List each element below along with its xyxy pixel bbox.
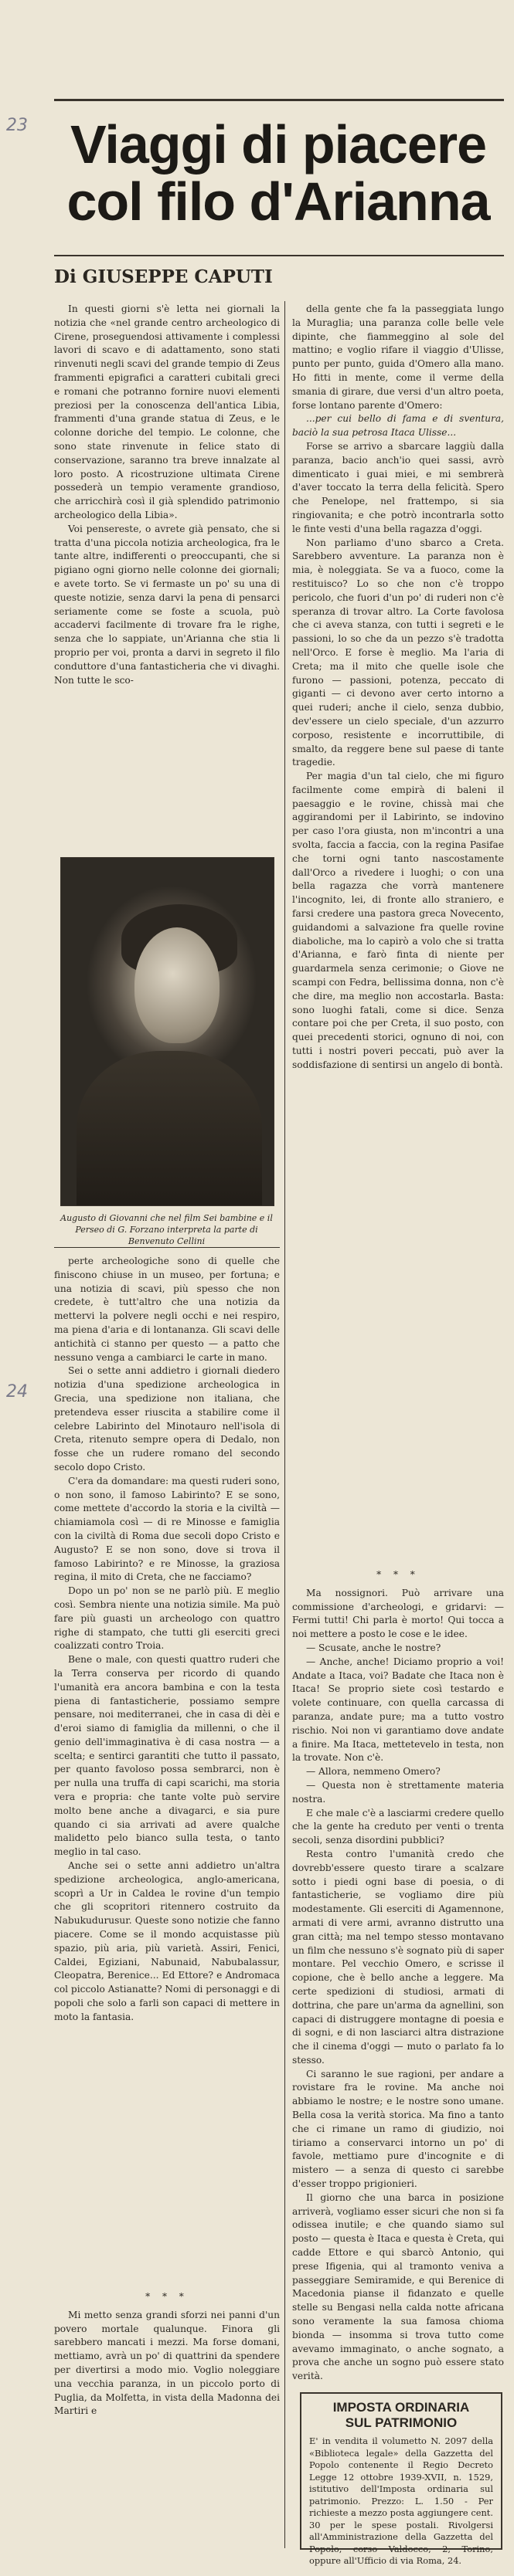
column-1-bottom — [54, 1255, 280, 2282]
column-2-top — [292, 303, 504, 1557]
notice-text: E' in vendita il volumetto N. 2097 della «Biblioteca legale» della Gazzetta del Popolo contenente il Regio Decreto Legge 12 ottobre 1939-XVII, n. 1529, istitutivo dell'Imposta ordinaria sul patrimonio. Prezzo: L. 1.50 - Per richieste a mezzo posta aggiungere cent. 30 per le spese postali. Rivolgersi all'Amministrazione della Gazzetta del Popolo, corso Valdocco, 2, Torino, oppure all'Ufficio di via Roma, 24. — [309, 2435, 493, 2566]
column-1-top — [54, 303, 280, 851]
column-1-final — [54, 2286, 280, 2548]
paragraph: Per magia d'un tal cielo, che mi figuro facilmente come empirà di baleni il paesaggio e le rovine, chissà mai che aggirandomi per il Labirinto, se indovino per caso l'ora giusta, non m'incontri a una svolta, faccia a faccia, con la regina Pasifae che torni ogni tanto nascostamente dall'Orco a rivedere i luoghi; o con una bella ragazza che vorrà mantenere l'incognito, lei, di fronte allo straniero, e farsi credere una pastora greca Novecento, guidandomi a salvazione fra quelle rovine diaboliche, ma lo capirò a volo che si tratta d'Arianna, e farò finta di niente per guardarmela senza cerimonie; o Giove ne scampi con Fedra, bellissima donna, non c'è che dire, ma meglio non accostarla. Basta: sono luoghi fatali, come si dice. Senza contare poi che per Creta, il suo posto, con quei precedenti storici, ognuno di noi, con tutti i nostri poveri peccati, può aver la soddisfazione di sentirsi un angelo di bontà. — [292, 771, 504, 1070]
paragraph: Ma nossignori. Può arrivare una commissione d'archeologi, e gridarvi: — Fermi tutti! Chi parla è morto! Qui tocca a noi mettere a posto le cose e le idee. — [292, 1587, 504, 1640]
paragraph: Forse se arrivo a sbarcare laggiù dalla paranza, bacio anch'io quei sassi, avrò dimenticato i guai miei, e mi sembrerà d'aver toccato la terra della felicità. Spero che Penelope, nel frattempo, si sia ringiovanita; e che potrò incontrarla sotto le finte vesti d'una bella ragazza d'oggi. — [292, 440, 504, 534]
article-title — [54, 116, 502, 230]
paragraph: Dopo un po' non se ne parlò più. E meglio così. Sembra niente una notizia simile. Ma può fare più guasti un archeologo con quattro righe di stampato, che tutti gli eserciti greci coalizzati contro Troia. — [54, 1585, 280, 1652]
caption-rule — [54, 1247, 280, 1248]
paragraph: In questi giorni s'è letta nei giornali la notizia che «nel grande centro archeologico di Cirene, proseguendosi attivamente i complessi lavori di scavo e di adattamento, sono stati rinvenuti negli scavi del grande tempio di Zeus frammenti epigrafici a caratteri cubitali greci e romani che potranno fornire nuovi elementi preziosi per la conoscenza dell'antica Libia, frammenti d'una grande statua di Zeus, e le colonne doriche del tempio. Le colonne, che sono state rinvenute in felice stato di conservazione, saranno tra breve innalzate al loro posto. A ricostruzione ultimata Cirene possederà un tempio veramente grandioso, che arricchirà così il già splendido patrimonio archeologico della Libia». — [54, 303, 280, 520]
paragraph: Mi metto senza grandi sforzi nei panni d'un povero mortale qualunque. Finora gli sarebbero mancati i mezzi. Ma forse domani, mettiamo, avrà un po' di quattrini da spendere per divertirsi a modo mio. Voglio noleggiare una vecchia paranza, in un piccolo porto di Puglia, da Molfetta, in vista della Madonna dei Martiri e — [54, 2309, 280, 2417]
section-separator: * * * — [145, 2291, 189, 2302]
section-separator: * * * — [376, 1569, 420, 1580]
paragraph: E che male c'è a lasciarmi credere quello che la gente ha creduto per venti o trenta secoli, senza disordini pubblici? — [292, 1807, 504, 1846]
paragraph: — Scusate, anche le nostre? — [306, 1642, 441, 1653]
margin-mark-top: 23 — [6, 116, 28, 135]
notice-title-line-2: SUL PATRIMONIO — [345, 2415, 458, 2430]
title-line-1: Viaggi di piacere — [70, 114, 487, 175]
paragraph: — Allora, nemmeno Omero? — [306, 1766, 441, 1778]
paragraph: Il giorno che una barca in posizione arriverà, vogliamo esser sicuri che non si fa odissea inutile; e che quando siamo sul posto — questa è Itaca e questa è Creta, qui cadde Ettore e qui sbarcò Antonio, qui prese Ifigenia, qui al tramonto veniva a passeggiare Semiramide, e qui Berenice di Macedonia pianse il fidanzato e quelle stelle su Bengasi nella calda notte africana sono veramente la sua famosa chioma bionda — insomma si trova tutto come avevamo immaginato, o anche sognato, a prova che anche un sogno può essere stato verità. — [292, 2191, 504, 2382]
title-rule — [54, 255, 504, 256]
paragraph: C'era da domandare: ma questi ruderi sono, o non sono, il famoso Labirinto? E se sono, come mettete d'accordo la storia e la civiltà — chiamiamola così — di re Minosse e famiglia con la civiltà di Roma due secoli dopo Cristo e Augusto? E se non sono, dove si trova il famoso Labirinto? e re Minosse, la graziosa regina, il mito di Creta, che ne facciamo? — [54, 1475, 280, 1583]
margin-mark-middle: 24 — [6, 1382, 28, 1402]
paragraph: della gente che fa la passeggiata lungo la Muraglia; una paranza colle belle vele dipinte, che fiammeggino al sole del mattino; e voglio rifare il viaggio d'Ulisse, punto per punto, guida d'Omero alla mano. Ho fitti in mente, come il verme della smania di girare, due versi d'un altro poeta, forse lontano parente d'Omero: — [292, 303, 504, 411]
column-2-bottom — [292, 1564, 504, 2382]
notice-title — [301, 2400, 501, 2431]
photo-caption: Augusto di Giovanni che nel film Sei bambine e il Perseo di G. Forzano interpreta la parte di Benvenuto Cellini — [60, 1213, 273, 1246]
verse-quote: ...per cui bello di fama e di sventura, baciò la sua petrosa Itaca Ulisse... — [292, 413, 504, 439]
paragraph: — Questa non è strettamente materia nostra. — [292, 1779, 504, 1805]
paragraph: Bene o male, con questi quattro ruderi che la Terra conserva per ricordo di quando l'umanità era ancora bambina e con la testa piena di fantasticherie, possiamo sempre pensare, noi mediterranei, che in casa di dèi e d'eroi siamo di famiglia da millenni, o che il genio dell'immaginativa è di casa nostra — a scelta; e sentirci garantiti che tutto il passato, per quanto favoloso possa sembrarci, non è per nulla una truffa di capi scarichi, ma storia vera e propria: che tante volte può servire molto bene anche a divagarci, e sia pure quando ci sia arrivati ad avere qualche malidetto pelo bianco sulla testa, o tanto meglio in tal caso. — [54, 1654, 280, 1858]
top-rule — [54, 99, 504, 101]
title-line-2: col filo d'Arianna — [66, 171, 490, 232]
paragraph: — Anche, anche! Diciamo proprio a voi! Andate a Itaca, voi? Badate che Itaca non è Itaca! Se proprio siete così testardo e volete continuare, con quella carcassa di paranza, andate pure; ma a tutto vostro rischio. Noi non vi garantiamo dove andate a finire. Ma Itaca, mettetevelo in testa, non la trovate. Non c'è. — [292, 1656, 504, 1764]
column-divider — [284, 301, 285, 2548]
photo-figure-body — [77, 1051, 262, 1206]
paragraph: Voi pensereste, o avrete già pensato, che si tratta d'una piccola notizia archeologica, fra le tante altre, indifferenti o preoccupanti, che si pigiano ogni giorno nelle colonne dei giornali; e avete torto. Se vi fermaste un po' su una di queste notizie, senza darvi la pena di pensarci seriamente come se foste a scuola, può accadervi facilmente di trovare fra le righe, senza che lo sappiate, un'Arianna che stia li proprio per voi, pronta a darvi in segreto il filo conduttore d'una fantasticheria che vi divaghi. Non tutte le sco- — [54, 523, 280, 686]
byline: Di GIUSEPPE CAPUTI — [54, 266, 273, 287]
paragraph: Sei o sette anni addietro i giornali diedero notizia d'una spedizione archeologica in Grecia, una spedizione non italiana, che pretendeva esser riuscita a stabilire come il celebre Labirinto del Minotauro nell'isola di Creta, ritenuto sempre opera di Dedalo, non fosse che un rudere romano del secondo secolo dopo Cristo. — [54, 1365, 280, 1473]
photo-figure-face — [134, 927, 220, 1043]
paragraph: perte archeologiche sono di quelle che finiscono chiuse in un museo, per fortuna; e una notizia di scavi, più spesso che non credete, è tutt'altro che una notizia da mettervi la polvere negli occhi e nei respiro, ma piena d'aria e di lontananza. Gli scavi delle antichità ci stanno per questo — a patto che nessuno venga a cambiarci le carte in mano. — [54, 1256, 280, 1363]
paragraph: Anche sei o sette anni addietro un'altra spedizione archeologica, anglo-americana, scoprì a Ur in Caldea le rovine d'un tempio che gli scopritori ritennero costruito da Nabukudurusur. Queste sono notizie che fanno piacere. Come se il mondo acquistasse più spazio, più aria, più varietà. Assiri, Fenici, Caldei, Egiziani, Nabunaid, Nabubalassur, Cleopatra, Berenice... Ed Ettore? e Andromaca col piccolo Astianatte? Nomi di personaggi e di popoli che solo a farli son capaci di mettere in moto la fantasia. — [54, 1860, 280, 2022]
paragraph: Resta contro l'umanità credo che dovrebb'essere questo tirare a scalzare sotto i piedi ogni base di poesia, o di fantasticherie, se vogliamo dire più modestamente. Gli eserciti di Agamennone, armati di vere armi, avranno distrutto una gran città; ma nel tempo stesso montavano un film che nessuno s'è sognato più di saper montare. Pel vecchio Omero, e scrisse il copione, che è bello anche a leggere. Ma certe spedizioni di studiosi, armati di dottrina, che pare un'arma da agnellini, son capaci di distruggere montagne di poesia e di sogni, e di non lasciarci altra distrazione che il cinema d'oggi — muto o parlato fa lo stesso. — [292, 1848, 504, 2066]
paragraph: Non parliamo d'uno sbarco a Creta. Sarebbero avventure. La paranza non è mia, è noleggiata. Se va a fuoco, come la restituisco? Lo so che non c'è troppo pericolo, che fuori d'un po' di ruderi non c'è speranza di trovar altro. La Corte favolosa che ci aveva stanza, con tutti i segreti e le passioni, lo so che da un pezzo s'è tradotta nell'Orco. E forse è meglio. Ma l'aria di Creta; ma il mito che quelle isole che furono — passioni, potenza, peccato di giganti — ci devono aver certo intorno a quei ruderi; anche il cielo, senza dubbio, dev'essere un cielo speciale, d'un azzurro corposo, resistente e incorruttibile, di smalto, da reggere bene sul paese di tante tragedie. — [292, 537, 504, 768]
tax-notice-box — [300, 2392, 502, 2566]
notice-title-line-1: IMPOSTA ORDINARIA — [332, 2400, 470, 2415]
portrait-photo — [60, 857, 274, 1206]
paragraph: Ci saranno le sue ragioni, per andare a rovistare fra le rovine. Ma anche noi abbiamo le nostre; e le nostre sono umane. Bella cosa la verità storica. Ma fino a tanto che ci rimane un ramo di giudizio, noi tiriamo a conservarci intorno un po' di favole, mettiamo pure d'incognite e di mistero — a senza di questo ci sarebbe d'esser troppo prigionieri. — [292, 2068, 504, 2190]
